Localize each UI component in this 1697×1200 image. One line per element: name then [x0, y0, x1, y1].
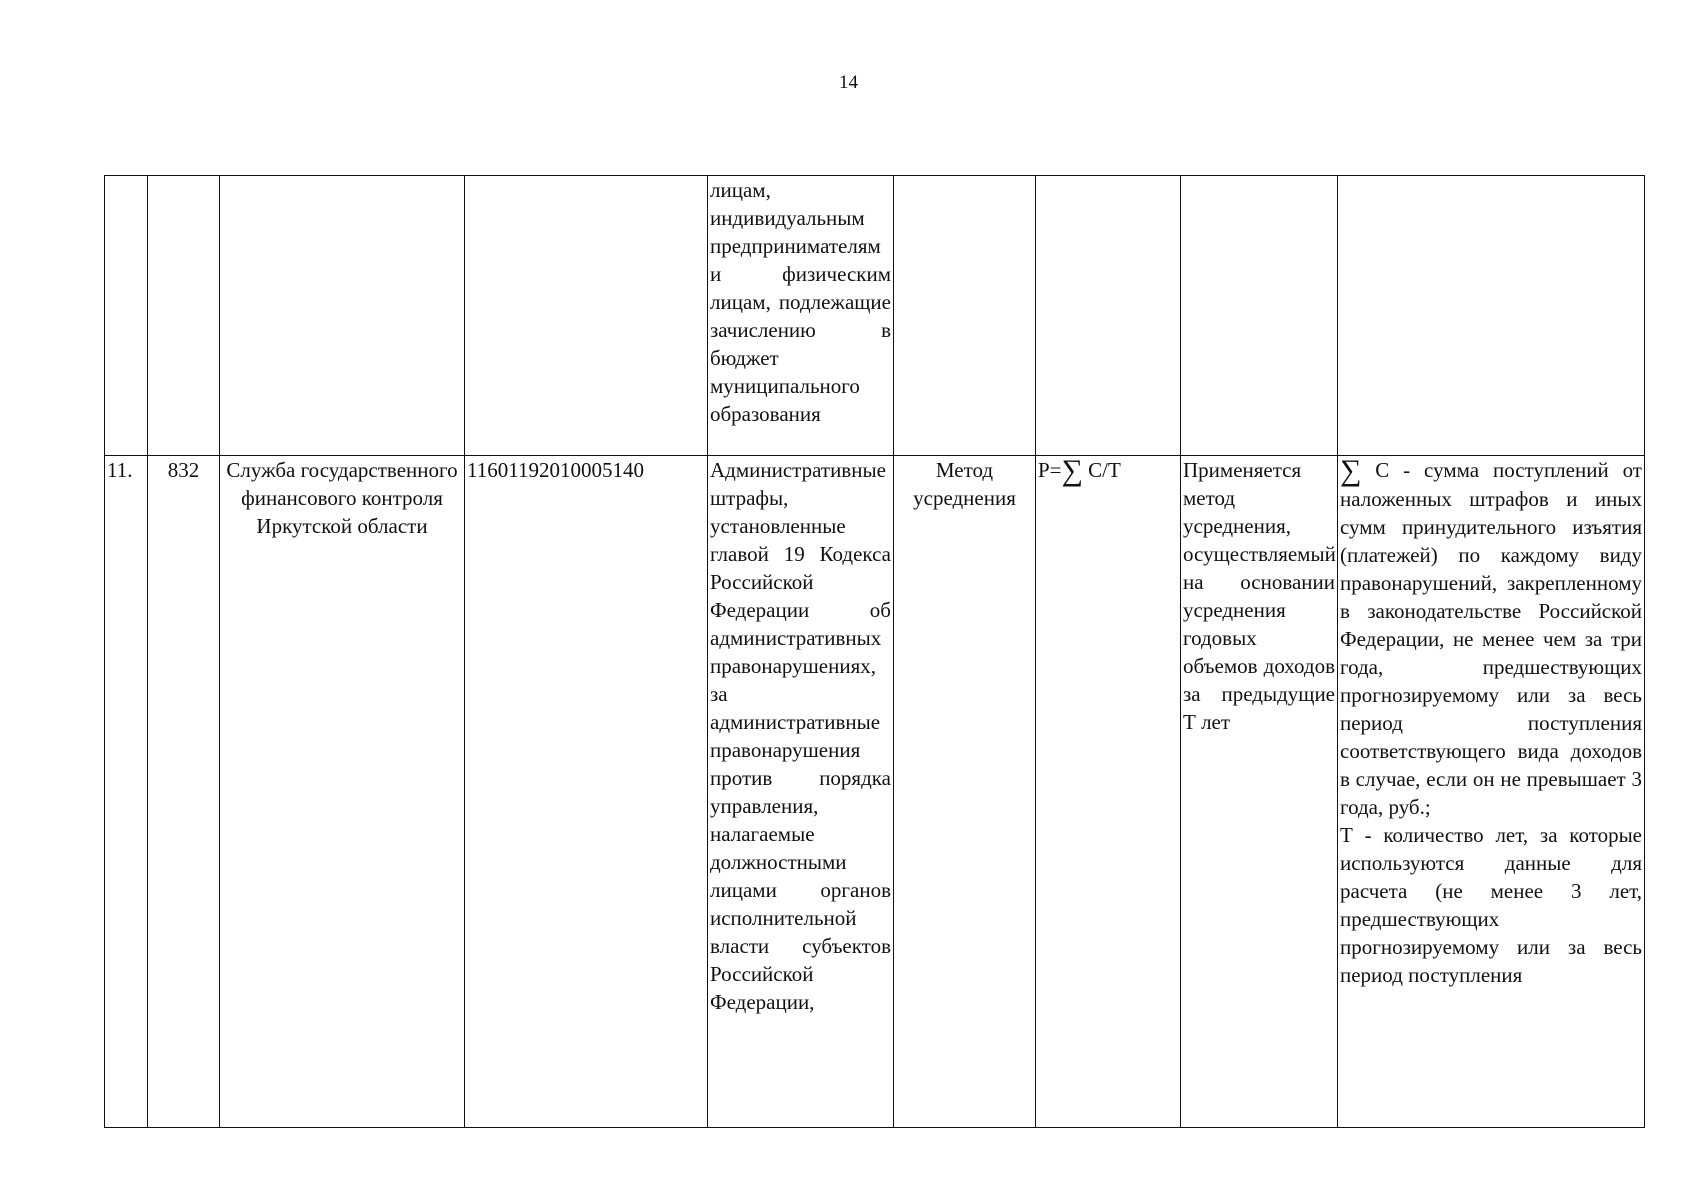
- cell-formula: [1036, 176, 1181, 456]
- cell-kbk: 11601192010005140: [465, 456, 708, 1128]
- cell-legend: [1338, 456, 1645, 1128]
- cell-description: Административные штрафы, установленные главой 19 Кодекса Российской Федерации об административных правонарушениях, за административные правонарушения против порядка управления, налагаемые должностными лицами органов исполнительной власти субъектов Российской Федерации,: [708, 456, 894, 1128]
- cell-code: [148, 176, 220, 456]
- cell-method: Метод усреднения: [894, 456, 1036, 1128]
- revenue-forecast-table: [104, 175, 1645, 1128]
- legend-sum: [1340, 456, 1642, 821]
- legend-sum-text: С - сумма поступлений от наложенных штрафов и иных сумм принудительного изъятия (платежей) по каждому виду правонарушений, закрепленному в законодательстве Российской Федерации, не менее чем за три года, предшествующих прогнозируемому или за весь период поступления соответствующего вида доходов в случае, если он не превышает 3 года, руб.;: [1340, 458, 1642, 819]
- formula-suffix: C/T: [1082, 458, 1121, 482]
- cell-kbk: [465, 176, 708, 456]
- cell-formula: [1036, 456, 1181, 1128]
- cell-method: [894, 176, 1036, 456]
- cell-description: лицам, индивидуальным предпринимателям и физическим лицам, подлежащие зачислению в бюджет муниципального образования: [708, 176, 894, 456]
- table-row: [105, 456, 1645, 1128]
- cell-algorithm: Применяется метод усреднения, осуществляемый на основании усреднения годовых объемов доходов за предыдущие Т лет: [1181, 456, 1338, 1128]
- cell-legend: [1338, 176, 1645, 456]
- cell-num: [105, 176, 148, 456]
- cell-administrator: Служба государственного финансового контроля Иркутской области: [220, 456, 465, 1128]
- cell-num: 11.: [105, 456, 148, 1128]
- cell-code: 832: [148, 456, 220, 1128]
- legend-years: Т - количество лет, за которые используются данные для расчета (не менее 3 лет, предшествующих прогнозируемому или за весь период поступления: [1340, 823, 1642, 987]
- table-row: [105, 176, 1645, 456]
- cell-algorithm: [1181, 176, 1338, 456]
- cell-administrator: [220, 176, 465, 456]
- sigma-symbol: ∑: [1061, 455, 1083, 487]
- sigma-symbol: ∑: [1340, 455, 1362, 487]
- page-number: 14: [839, 72, 858, 93]
- formula-prefix: P=: [1038, 458, 1062, 482]
